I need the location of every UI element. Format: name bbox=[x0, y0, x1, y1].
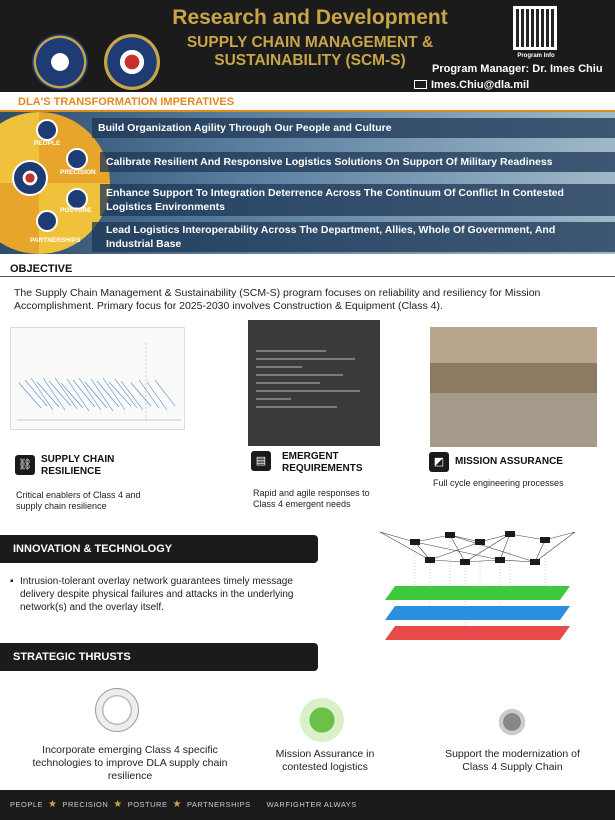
star-icon: ★ bbox=[48, 799, 58, 810]
innovation-bullet: ▪ Intrusion-tolerant overlay network guarantees timely message delivery despite physical failures and attacks in the underlying network(s) and the overlay itself. bbox=[10, 575, 320, 614]
people-icon bbox=[36, 119, 58, 141]
pillar-2-title-line1: EMERGENT bbox=[282, 451, 339, 462]
imperative-4 bbox=[92, 222, 615, 252]
imperative-3-line2: Logistics Environments bbox=[106, 201, 226, 213]
pillar-3-desc: Full cycle engineering processes bbox=[433, 478, 564, 488]
pillar-1-desc-line2: supply chain resilience bbox=[16, 501, 107, 511]
thrust-1-text bbox=[10, 744, 250, 783]
thrust-2-line1: Mission Assurance in bbox=[275, 748, 375, 760]
imperative-2: Calibrate Resilient And Responsive Logistics Solutions On Support Of Military Readiness bbox=[100, 152, 615, 172]
page-title: Research and Development bbox=[172, 6, 448, 29]
thrust-3-text bbox=[425, 748, 600, 774]
pillar-2-desc bbox=[253, 488, 370, 510]
wheel-label-people: PEOPLE bbox=[34, 140, 61, 147]
partnerships-icon bbox=[36, 210, 58, 232]
overlay-network-diagram bbox=[370, 520, 585, 640]
mission-icon: ◩ bbox=[429, 452, 449, 472]
footer-people: PEOPLE bbox=[10, 800, 44, 809]
imperative-3-line1: Enhance Support To Integration Deterrence Across The Continuum Of Conflict In Contested bbox=[106, 187, 564, 199]
supply-chain-chart-image bbox=[10, 327, 185, 430]
header bbox=[0, 0, 615, 92]
chart-thumbnail bbox=[11, 328, 186, 431]
program-title-line1: SUPPLY CHAIN MANAGEMENT & bbox=[186, 34, 434, 51]
mail-icon bbox=[414, 80, 427, 89]
thrust-1-line2: technologies to improve DLA supply chain bbox=[32, 757, 228, 769]
pillar-1-desc-line1: Critical enablers of Class 4 and bbox=[16, 490, 141, 500]
star-icon: ★ bbox=[113, 799, 123, 810]
divider bbox=[0, 276, 615, 277]
pillar-2-desc-line2: Class 4 emergent needs bbox=[253, 499, 351, 509]
wheel-label-partnerships: PARTNERSHIPS bbox=[30, 237, 81, 244]
imperative-1: Build Organization Agility Through Our People and Culture bbox=[92, 118, 615, 138]
program-manager: Program Manager: Dr. Imes Chiu bbox=[432, 63, 603, 75]
pillar-1-desc bbox=[16, 490, 141, 512]
dla-hub-icon bbox=[12, 160, 48, 196]
qr-code-icon[interactable] bbox=[513, 6, 557, 50]
dod-seal-icon bbox=[32, 34, 88, 90]
document-icon: ▤ bbox=[251, 451, 271, 471]
imperative-3 bbox=[100, 184, 615, 216]
thrust-1-line1: Incorporate emerging Class 4 specific bbox=[42, 744, 218, 756]
thrust-2-text bbox=[250, 748, 400, 774]
footer-posture: POSTURE bbox=[127, 800, 168, 809]
eco-city-icon bbox=[300, 698, 344, 742]
footer-motto: WARFIGHTER ALWAYS bbox=[266, 800, 357, 809]
construction-photo-image bbox=[430, 327, 597, 447]
pillar-1-title bbox=[41, 454, 114, 478]
wheel-label-posture: POSTURE bbox=[60, 207, 92, 214]
terminal-screenshot-image bbox=[248, 320, 380, 446]
thrust-3-line2: Class 4 Supply Chain bbox=[462, 761, 563, 773]
email-line bbox=[414, 79, 529, 91]
qr-label: Program Info bbox=[517, 53, 555, 59]
email-link[interactable]: Imes.Chiu@dla.mil bbox=[431, 79, 530, 91]
pillar-2-desc-line1: Rapid and agile responses to bbox=[253, 488, 370, 498]
thrust-3-line1: Support the modernization of bbox=[445, 748, 580, 760]
imperative-4-line2: Industrial Base bbox=[106, 238, 182, 250]
wheel-label-precision: PRECISION bbox=[60, 169, 96, 176]
program-title-line2: SUSTAINABILITY (SCM-S) bbox=[214, 52, 406, 69]
star-icon: ★ bbox=[172, 799, 182, 810]
footer-partnerships: PARTNERSHIPS bbox=[186, 800, 251, 809]
imperatives-title: DLA'S TRANSFORMATION IMPERATIVES bbox=[18, 96, 235, 108]
objective-text: The Supply Chain Management & Sustainability (SCM-S) program focuses on reliability and resiliency for Mission Accomplishment. Primary focus for 2025-2030 involves Construction & Equipment (Class 4). bbox=[14, 287, 541, 312]
pillar-2-title bbox=[282, 451, 363, 475]
pillar-1-title-line1: SUPPLY CHAIN bbox=[41, 454, 115, 465]
pillar-3-title: MISSION ASSURANCE bbox=[455, 456, 563, 467]
program-title bbox=[140, 34, 480, 70]
team-icon bbox=[490, 700, 534, 744]
innovation-heading: INNOVATION & TECHNOLOGY bbox=[0, 535, 318, 563]
pillar-1-title-line2: RESILIENCE bbox=[41, 466, 102, 477]
imperative-4-line1: Lead Logistics Interoperability Across The Department, Allies, Whole Of Government, And bbox=[106, 224, 556, 236]
thrust-1-line3: resilience bbox=[107, 770, 153, 782]
precision-icon bbox=[66, 148, 88, 170]
footer bbox=[0, 790, 615, 820]
thrusts-heading: STRATEGIC THRUSTS bbox=[0, 643, 318, 671]
thrust-2-line2: contested logistics bbox=[282, 761, 368, 773]
chip-icon bbox=[95, 688, 139, 732]
footer-precision: PRECISION bbox=[62, 800, 109, 809]
chain-link-icon: ⛓ bbox=[15, 455, 35, 475]
objective-heading: OBJECTIVE bbox=[10, 263, 73, 275]
pillar-2-title-line2: REQUIREMENTS bbox=[282, 463, 363, 474]
